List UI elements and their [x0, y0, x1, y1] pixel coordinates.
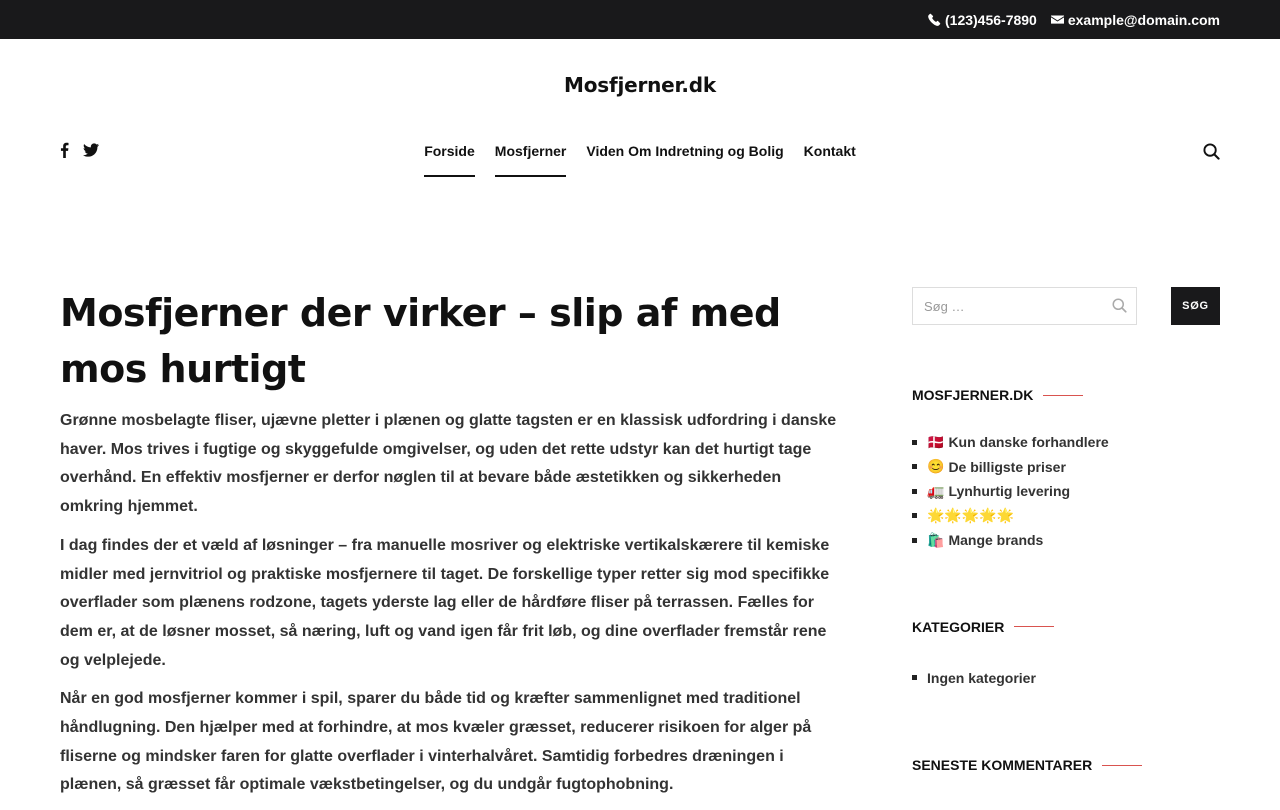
header-search-button[interactable] [1203, 143, 1220, 160]
category-list [912, 662, 1220, 695]
bullet [912, 440, 917, 445]
email-contact[interactable] [1051, 12, 1220, 28]
search-field [912, 287, 1137, 325]
shopping-bags-icon: 🛍️ [927, 531, 945, 548]
phone-contact[interactable] [928, 12, 1037, 28]
smile-icon: 😊 [927, 458, 945, 475]
title-divider [1014, 626, 1054, 627]
facebook-icon[interactable] [60, 142, 69, 158]
list-item-text: De billigste priser [948, 458, 1066, 475]
bullet [912, 513, 917, 518]
social-links [60, 142, 99, 158]
phone-number: (123)456-7890 [945, 11, 1037, 28]
widget-title-text: MOSFJERNER.DK [912, 387, 1034, 403]
twitter-icon[interactable] [83, 143, 99, 157]
truck-icon: 🚛 [927, 482, 945, 499]
bullet [912, 464, 917, 469]
main-navigation [0, 130, 1280, 190]
phone-icon [928, 13, 941, 26]
nav-item-viden[interactable]: Viden Om Indretning og Bolig [586, 143, 784, 159]
search-form [912, 287, 1220, 325]
site-title[interactable]: Mosfjerner.dk [564, 73, 716, 97]
bullet [912, 675, 917, 680]
article-paragraph: Når en god mosfjerner kommer i spil, sparer du både tid og kræfter sammenlignet med traditionel håndlugning. Den hjælper med at forhindre, at mos kvæler græsset, reducerer risikoen for alger på fliserne og mindsker faren for glatte overflader i vinterhalvåret. Samtidig forbedres dræningen i plænen, så græsset får optimale vækstbetingelser, og du undgår fugtophobning. [60, 690, 812, 794]
title-divider [1102, 765, 1142, 766]
list-item-text: Kun danske forhandlere [948, 434, 1109, 451]
widget-title-text: KATEGORIER [912, 618, 1005, 635]
list-item-text: Lynhurtig levering [948, 483, 1071, 500]
nav-item-forside[interactable]: Forside [424, 130, 475, 177]
top-bar [0, 0, 1280, 39]
search-icon [1203, 143, 1220, 160]
search-icon [1112, 298, 1127, 313]
flag-icon: 🇩🇰 [927, 433, 945, 450]
bullet [912, 538, 917, 543]
article-paragraph: I dag findes der et væld af løsninger – fra manuelle mosriver og elektriske vertikalskærere til kemiske midler med jernvitriol og praktiske mosfjernere til taget. De forskellige typer retter sig mod specifikke overflader som plænens rodzone, tagets yderste lag eller de hårdføre fliser på terrassen. Fælles for dem er, at de løsner mosset, så næring, luft og vand igen får frit løb, og dine overflader fremstår rene og velplejede. [60, 536, 830, 669]
search-submit-button[interactable]: SØG [1171, 287, 1220, 325]
search-input[interactable] [913, 288, 1136, 324]
list-item [912, 524, 1220, 557]
article [60, 285, 840, 810]
list-item [912, 662, 1220, 695]
list-item-text: Ingen kategorier [927, 669, 1036, 686]
article-title: Mosfjerner der virker – slip af med mos hurtigt [60, 291, 781, 391]
widget-title-mosfjerner [912, 387, 1220, 403]
envelope-icon [1051, 13, 1064, 26]
article-paragraph: Grønne mosbelagte fliser, ujævne pletter i plænen og glatte tagsten er en klassisk udfordring i danske haver. Mos trives i fugtige og skyggefulde omgivelser, og uden det rette udstyr kan det hurtigt tage overhånd. En effektiv mosfjerner er derfor nøglen til at bevare både æstetikken og sikkerheden omkring hjemmet. [60, 412, 837, 516]
list-item-text: Mange brands [948, 532, 1044, 549]
widget-title-kategorier [912, 619, 1220, 635]
widget-title-seneste-kommentarer [912, 757, 1220, 773]
bullet [912, 489, 917, 494]
feature-list [912, 426, 1220, 557]
nav-item-mosfjerner[interactable]: Mosfjerner [495, 130, 567, 177]
widget-title-text: SENESTE KOMMENTARER [912, 757, 1093, 773]
title-divider [1043, 395, 1083, 396]
nav-item-kontakt[interactable]: Kontakt [803, 143, 856, 159]
stars-icon: 🌟🌟🌟🌟🌟 [927, 507, 1015, 524]
sidebar [912, 287, 1220, 773]
email-address: example@domain.com [1067, 11, 1220, 28]
